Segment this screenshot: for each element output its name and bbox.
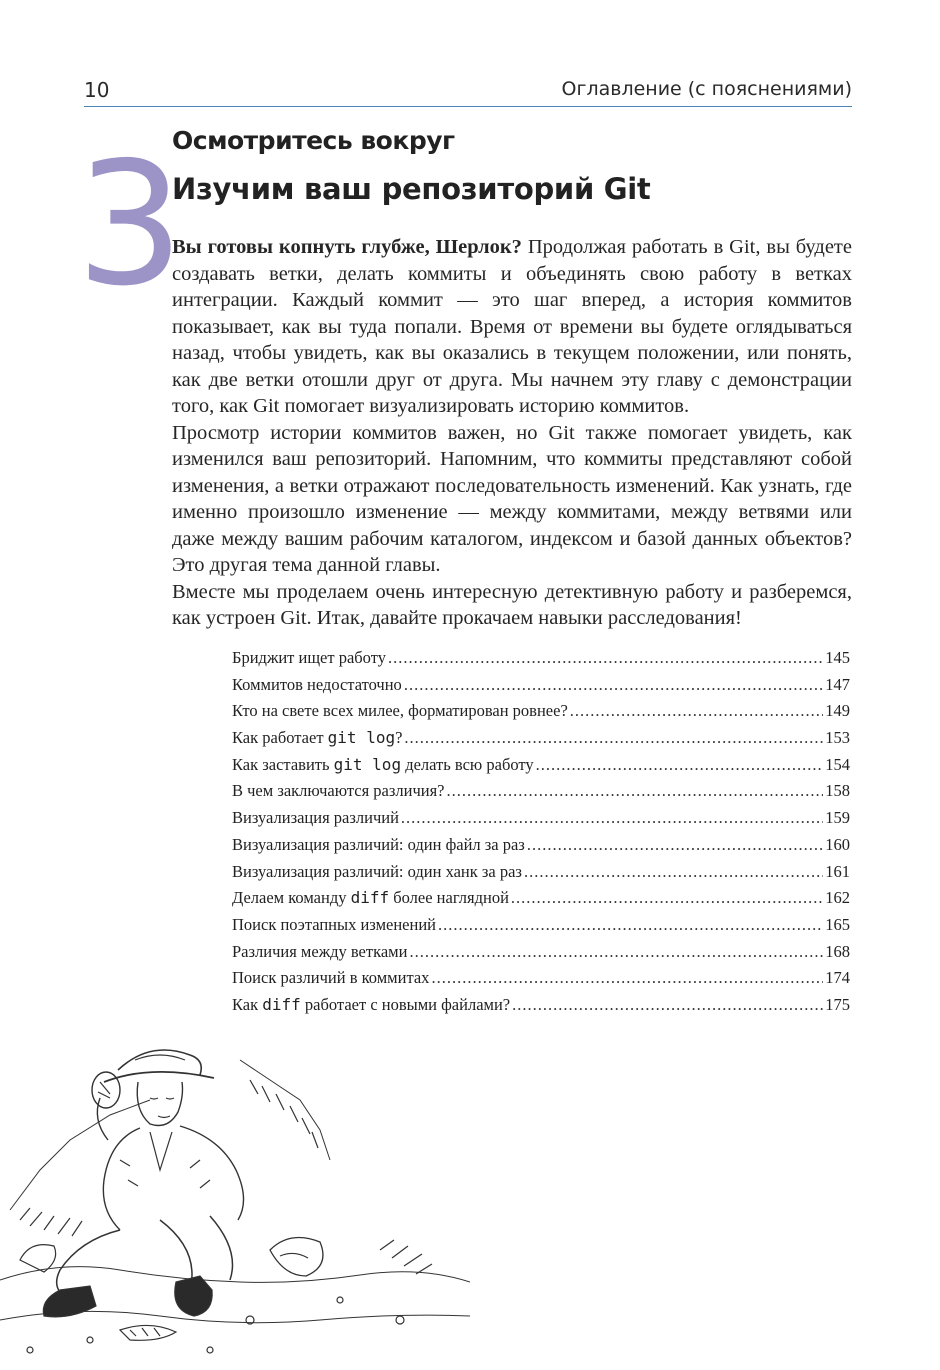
toc-page-number: 154 bbox=[825, 754, 850, 774]
toc-dot-leader bbox=[527, 835, 823, 855]
toc-dot-leader bbox=[409, 942, 823, 962]
toc-entry[interactable] bbox=[232, 648, 850, 675]
toc-dot-leader bbox=[438, 915, 823, 935]
toc-entry-title bbox=[232, 648, 386, 668]
toc-entry-text-tail: ? bbox=[395, 728, 403, 748]
toc-entry-code: diff bbox=[350, 888, 390, 908]
toc-page-number: 147 bbox=[825, 674, 850, 694]
intro-paragraph-2: Просмотр истории коммитов важен, но Git также помогает увидеть, как изменился ваш репозиторий. Напомним, что коммиты представляют собой изменения, а ветки отражают последовательность изменений. Как узнать, где именно произошло изменение — между коммитами, между ветвями или даже между вашим рабочим каталогом, индексом и базой данных объектов? Это другая тема данной главы. bbox=[172, 421, 852, 576]
intro-paragraph-1 bbox=[172, 234, 852, 420]
toc-page-number: 159 bbox=[825, 808, 850, 828]
toc-entry-title bbox=[232, 728, 402, 748]
toc-entry[interactable] bbox=[232, 942, 850, 969]
toc-entry-text-tail: делать всю работу bbox=[401, 754, 534, 774]
toc-entry[interactable] bbox=[232, 835, 850, 862]
chapter-intro bbox=[172, 234, 852, 632]
toc-page-number: 175 bbox=[825, 994, 850, 1014]
toc-page-number: 160 bbox=[825, 834, 850, 854]
toc-dot-leader bbox=[404, 675, 823, 695]
toc-entry-title bbox=[232, 968, 429, 988]
toc-entry[interactable] bbox=[232, 968, 850, 995]
toc-page-number: 153 bbox=[825, 728, 850, 748]
toc-dot-leader bbox=[447, 781, 824, 801]
toc-entry[interactable] bbox=[232, 808, 850, 835]
toc-entry-text: Как работает bbox=[232, 728, 328, 748]
toc-entry-text-tail: работает с новыми файлами? bbox=[300, 994, 511, 1014]
toc-entry[interactable] bbox=[232, 675, 850, 702]
toc-entry-text: Различия между ветками bbox=[232, 941, 408, 961]
toc-entry[interactable] bbox=[232, 728, 850, 755]
toc-page-number: 165 bbox=[825, 914, 850, 934]
toc-dot-leader bbox=[388, 648, 823, 668]
toc-dot-leader bbox=[404, 728, 823, 748]
toc-entry-code: git log bbox=[333, 754, 402, 774]
intro-text-1: Продолжая работать в Git, вы будете создавать ветки, делать коммиты и объединять свою работу в ветках интеграции. Каждый коммит — это шаг вперед, а история коммитов показывает, как вы туда попали. Время от времени вы будете оглядываться назад, чтобы увидеть, как вы оказались в текущем положении, или понять, как две ветки отошли друг от друга. Мы начнем эту главу с демонстрации того, как Git помогает визуализировать историю коммитов. bbox=[172, 236, 852, 417]
toc-entry-text: Как заставить bbox=[232, 754, 334, 774]
toc-entry-title bbox=[232, 888, 509, 908]
toc-entry-code: git log bbox=[327, 728, 396, 748]
page-number: 10 bbox=[84, 78, 110, 102]
toc-entry-title bbox=[232, 862, 522, 882]
toc-entry-text: Поиск различий в коммитах bbox=[232, 968, 430, 988]
toc-entry-title bbox=[232, 835, 525, 855]
table-of-contents bbox=[232, 648, 850, 1022]
toc-page-number: 161 bbox=[825, 861, 850, 881]
toc-entry-text: Кто на свете всех милее, форматирован ровнее? bbox=[232, 701, 568, 721]
toc-entry[interactable] bbox=[232, 915, 850, 942]
toc-page-number: 149 bbox=[825, 701, 850, 721]
toc-entry-text: Визуализация различий: один файл за раз bbox=[232, 834, 525, 854]
toc-entry[interactable] bbox=[232, 862, 850, 889]
toc-entry[interactable] bbox=[232, 701, 850, 728]
toc-entry-text-tail: более наглядной bbox=[389, 888, 509, 908]
toc-entry-text: Визуализация различий: один ханк за раз bbox=[232, 861, 522, 881]
toc-page-number: 174 bbox=[825, 968, 850, 988]
chapter-subtitle: Осмотритесь вокруг bbox=[172, 126, 455, 155]
toc-entry-title bbox=[232, 755, 534, 775]
toc-entry-title bbox=[232, 915, 436, 935]
running-header bbox=[84, 76, 852, 107]
toc-entry[interactable] bbox=[232, 888, 850, 915]
toc-entry[interactable] bbox=[232, 755, 850, 782]
toc-entry-title bbox=[232, 675, 402, 695]
toc-entry-text: Бриджит ищет работу bbox=[232, 648, 386, 667]
toc-page-number: 158 bbox=[825, 781, 850, 801]
toc-dot-leader bbox=[524, 862, 823, 882]
toc-dot-leader bbox=[570, 701, 823, 721]
toc-page-number: 162 bbox=[825, 888, 850, 908]
toc-entry-title bbox=[232, 995, 510, 1015]
toc-entry-text: В чем заключаются различия? bbox=[232, 781, 445, 801]
toc-page-number: 168 bbox=[825, 941, 850, 961]
chapter-title: Изучим ваш репозиторий Git bbox=[172, 172, 651, 206]
toc-entry[interactable] bbox=[232, 995, 850, 1022]
toc-page-number: 145 bbox=[825, 648, 850, 667]
toc-dot-leader bbox=[431, 968, 823, 988]
toc-dot-leader bbox=[536, 755, 824, 775]
toc-entry-text: Визуализация различий bbox=[232, 808, 399, 828]
intro-paragraph-3: Вместе мы проделаем очень интересную детективную работу и разберемся, как устроен Git. Итак, давайте прокачаем навыки расследования! bbox=[172, 580, 852, 629]
toc-entry-text: Поиск поэтапных изменений bbox=[232, 914, 436, 934]
toc-dot-leader bbox=[512, 995, 823, 1015]
toc-entry-title bbox=[232, 808, 399, 828]
toc-entry[interactable] bbox=[232, 781, 850, 808]
toc-entry-text: Коммитов недостаточно bbox=[232, 674, 402, 694]
toc-entry-title bbox=[232, 942, 407, 962]
toc-dot-leader bbox=[511, 888, 823, 908]
detective-illustration bbox=[0, 1020, 470, 1370]
chapter-number: 3 bbox=[76, 126, 185, 324]
toc-dot-leader bbox=[401, 808, 823, 828]
toc-entry-title bbox=[232, 781, 445, 801]
intro-lead: Вы готовы копнуть глубже, Шерлок? bbox=[172, 236, 522, 258]
toc-entry-text: Делаем команду bbox=[232, 888, 351, 908]
toc-entry-text: Как bbox=[232, 994, 263, 1014]
toc-entry-code: diff bbox=[262, 994, 301, 1014]
running-header-title: Оглавление (с пояснениями) bbox=[561, 78, 852, 100]
toc-entry-title bbox=[232, 701, 568, 721]
